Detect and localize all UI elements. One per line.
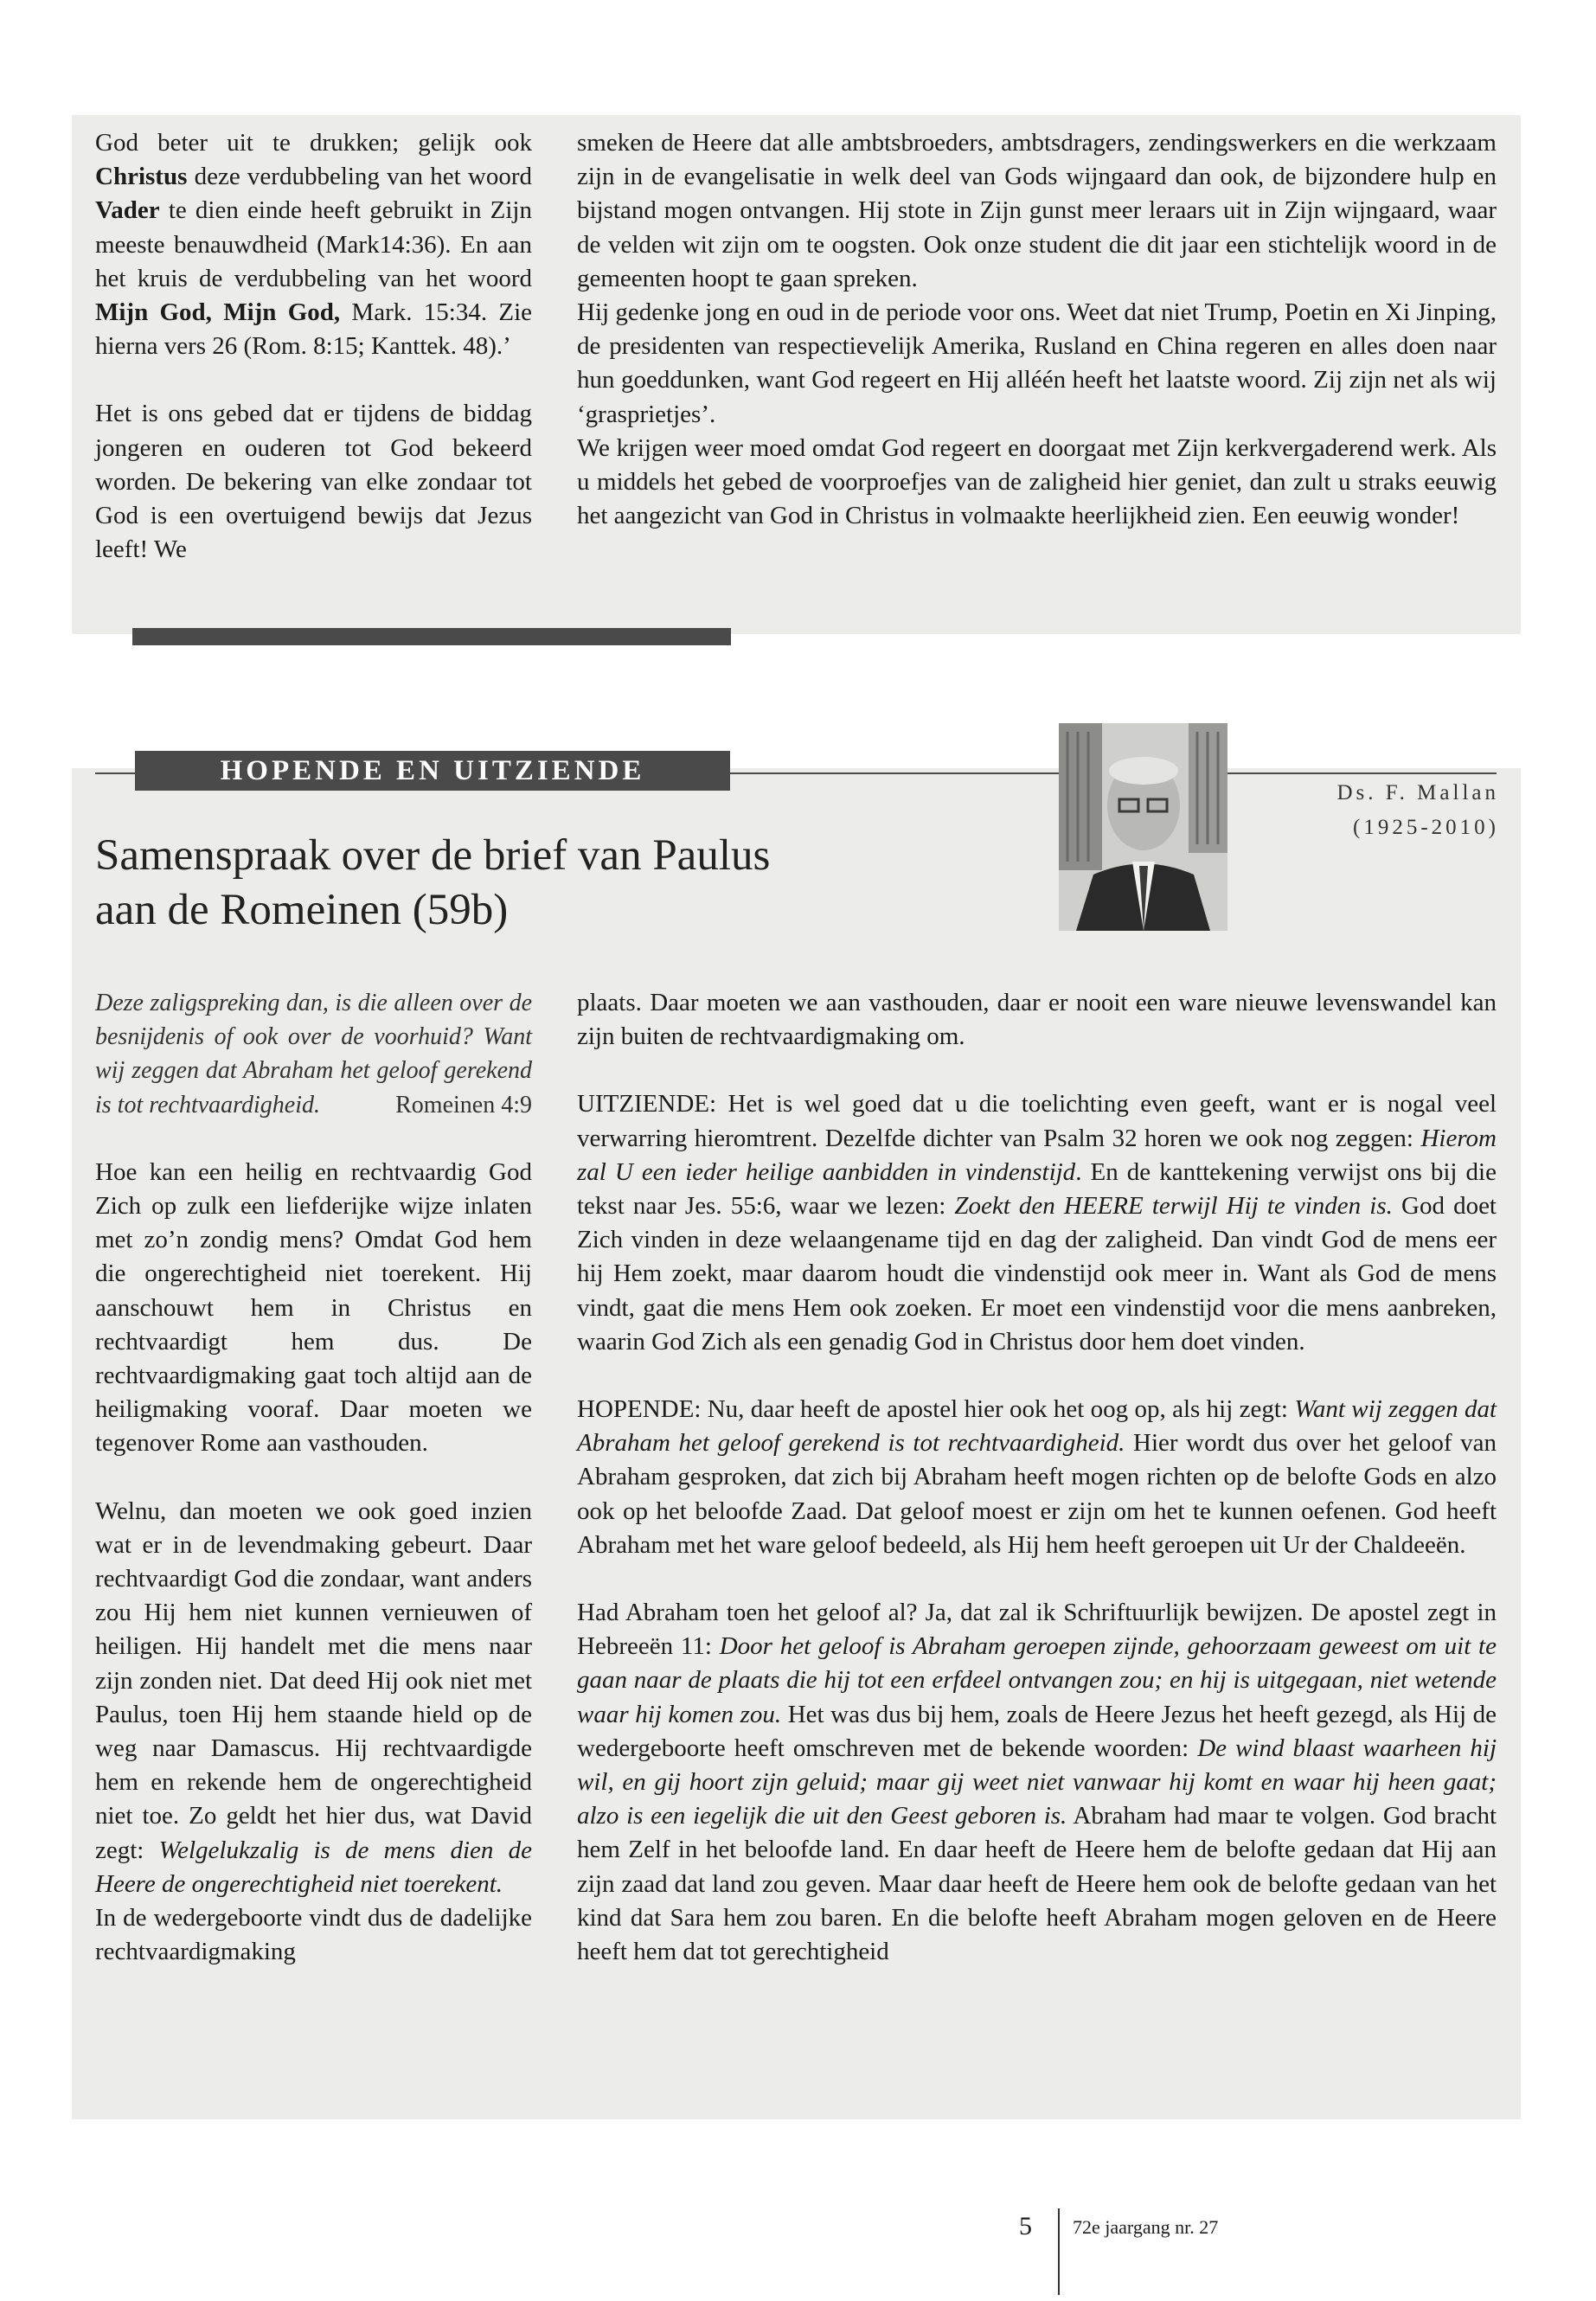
top-left-paragraph-1: God beter uit te drukken; gelijk ook Christus deze verdubbeling van het woord Vader te dien einde heeft gebruikt in Zijn meeste benauwdheid (Mark14:36). En aan het kruis de verdubbeling van het woord Mijn God, Mijn God, Mark. 15:34. Zie hierna vers 26 (Rom. 8:15; Kanttek. 48).’ bbox=[95, 129, 532, 361]
top-right-paragraph-1: smeken de Heere dat alle ambtsbroeders, ambtsdragers, zendingswerkers en die werkzaam zijn in de evangelisatie in welk deel van Gods wijngaard dan ook, de bijzondere hulp en bijstand mogen ontvangen. Hij stote in Zijn gunst meer leraars uit in Zijn wijngaard, waar de velden wit zijn om te oogsten. Ook onze student die dit jaar een stichtelijk woord in de gemeenten hoopt te gaan spreken. bbox=[577, 129, 1497, 292]
right-paragraph-4: Had Abraham toen het geloof al? Ja, dat zal ik Schriftuurlijk bewijzen. De apostel zegt in Hebreeën 11: Door het geloof is Abraham geroepen zijnde, gehoorzaam geweest om uit te gaan naar de plaats die hij tot een erfdeel ontvangen zou; en hij is uitgegaan, niet wetende waar hij komen zou. Het was dus bij hem, zoals de Heere Jezus het heeft gezegd, als Hij de wedergeboorte heeft omschreven met de bekende woorden: De wind blaast waarheen hij wil, en gij hoort zijn geluid; maar gij weet niet vanwaar hij komt en waar hij heen gaat; alzo is een iegelijk die uit den Geest geboren is. Abraham had maar te volgen. God bracht hem Zelf in het beloofde land. En daar heeft de Heere hem de belofte gedaan dat Hij aan zijn zaad dat land zou geven. Maar daar heeft de Heere hem ook de belofte gedaan van het kind dat Sara hem zou baren. En die belofte heeft Abraham mogen geloven en de Heere heeft hem dat tot gerechtigheid bbox=[577, 1599, 1497, 1966]
author-portrait bbox=[1059, 723, 1227, 931]
article-right-column bbox=[577, 986, 1497, 2003]
left-paragraph-1: Hoe kan een heilig en rechtvaardig God Zich op zulk een liefderijke wijze inlaten met zo’n zondig mens? Omdat God hem die ongerechtigheid niet toerekent. Hij aanschouwt hem in Christus en rechtvaardigt hem dus. De rechtvaardigmaking gaat toch altijd aan de heiligmaking vooraf. Daar moeten we tegenover Rome aan vasthouden. bbox=[95, 1157, 532, 1458]
right-paragraph-1: plaats. Daar moeten we aan vasthouden, daar er nooit een ware nieuwe levenswandel kan zijn buiten de rechtvaardigmaking om. bbox=[577, 989, 1497, 1051]
opening-verse-text: Deze zaligspreking dan, is die alleen over de besnijdenis of ook over de voorhuid? Want wij zeggen dat Abraham het geloof gerekend is tot rechtvaardigheid. bbox=[95, 990, 532, 1118]
author-years: (1925-2010) bbox=[1353, 816, 1499, 839]
right-paragraph-2: UITZIENDE: Het is wel goed dat u die toelichting even geeft, want er is nogal veel verwarring hieromtrent. Dezelfde dichter van Psalm 32 horen we ook nog zeggen: Hierom zal U een ieder heilige aanbidden in vindenstijd. En de kanttekening verwijst ons bij die tekst naar Jes. 55:6, waar we lezen: Zoekt den HEERE terwijl Hij te vinden is. God doet Zich vinden in deze welaangename tijd en dag der zaligheid. Dan vindt God de mens eer hij Hem zoekt, maar daarom houdt die vindenstijd ook meer in. Want als God de mens vindt, gaat die mens Hem ook zoeken. Er moet een vindenstijd voor die mens aanbreken, waarin God Zich als een genadig God in Christus door hem doet vinden. bbox=[577, 1090, 1497, 1356]
left-paragraph-3: In de wedergeboorte vindt dus de dadelijke rechtvaardigmaking bbox=[95, 1904, 532, 1966]
verse-reference: Romeinen 4:9 bbox=[395, 1091, 532, 1118]
author-name: Ds. F. Mallan bbox=[1336, 781, 1499, 804]
article-title-line-1: Samenspraak over de brief van Paulus bbox=[95, 831, 771, 880]
article-title-line-2: aan de Romeinen (59b) bbox=[95, 886, 509, 934]
article-left-column bbox=[95, 986, 532, 2003]
section-divider-bar bbox=[132, 628, 731, 645]
top-right-paragraph-3: We krijgen weer moed omdat God regeert en doorgaat met Zijn kerkvergaderend werk. Als u middels het gebed de voorproefjes van de zaligheid hier geniet, dan zult u straks eeuwig het aangezicht van God in Christus in volmaakte heerlijkheid zien. Een eeuwig wonder! bbox=[577, 433, 1497, 530]
page-number: 5 bbox=[1019, 2212, 1032, 2240]
author-byline bbox=[1254, 776, 1499, 845]
section-banner: HOPENDE EN UITZIENDE bbox=[135, 751, 730, 791]
portrait-hair bbox=[1109, 757, 1178, 785]
top-left-paragraph-2: Het is ons gebed dat er tijdens de biddag jongeren en ouderen tot God bekeerd worden. De bekering van elke zondaar tot God is een overtuigend bewijs dat Jezus leeft! We bbox=[95, 400, 532, 564]
right-paragraph-3: HOPENDE: Nu, daar heeft de apostel hier ook het oog op, als hij zegt: Want wij zeggen dat Abraham het geloof gerekend is tot rechtvaardigheid. Hier wordt dus over het geloof van Abraham gesproken, dat zich bij Abraham heeft mogen richten op de belofte Gods en alzo ook op het beloofde Zaad. Dat geloof moest er zijn om het te kunnen oefenen. God heeft Abraham met het ware geloof bedeeld, als Hij hem heeft geroepen uit Ur der Chaldeeën. bbox=[577, 1395, 1497, 1559]
portrait-bookshelf bbox=[1059, 723, 1102, 870]
left-paragraph-2: Welnu, dan moeten we ook goed inzien wat er in de levendmaking gebeurt. Daar rechtvaardigt God die zondaar, want anders zou Hij hem niet kunnen vernieuwen of heiligen. Hij handelt met die mens naar zijn zonden niet. Dat deed Hij ook niet met Paulus, toen Hij hem staande hield op de weg naar Damascus. Hij rechtvaardigde hem en rekende hem de ongerechtigheid niet toe. Zo geldt het hier dus, wat David zegt: Welgelukzalig is de mens dien de Heere de ongerechtigheid niet toerekent. bbox=[95, 1497, 532, 1898]
issue-reference: 72e jaargang nr. 27 bbox=[1073, 2216, 1219, 2238]
footer-divider bbox=[1058, 2208, 1060, 2295]
top-left-column bbox=[95, 126, 532, 567]
opening-verse bbox=[95, 986, 532, 1122]
article-title bbox=[95, 829, 770, 938]
top-right-column bbox=[577, 126, 1497, 533]
top-right-paragraph-2: Hij gedenke jong en oud in de periode voor ons. Weet dat niet Trump, Poetin en Xi Jinping, de presidenten van respectievelijk Amerika, Rusland en China regeren en alles doen naar hun goeddunken, want God regeert en Hij alléén heeft het laatste woord. Zij zijn net als wij ‘grasprietjes’. bbox=[577, 298, 1497, 428]
